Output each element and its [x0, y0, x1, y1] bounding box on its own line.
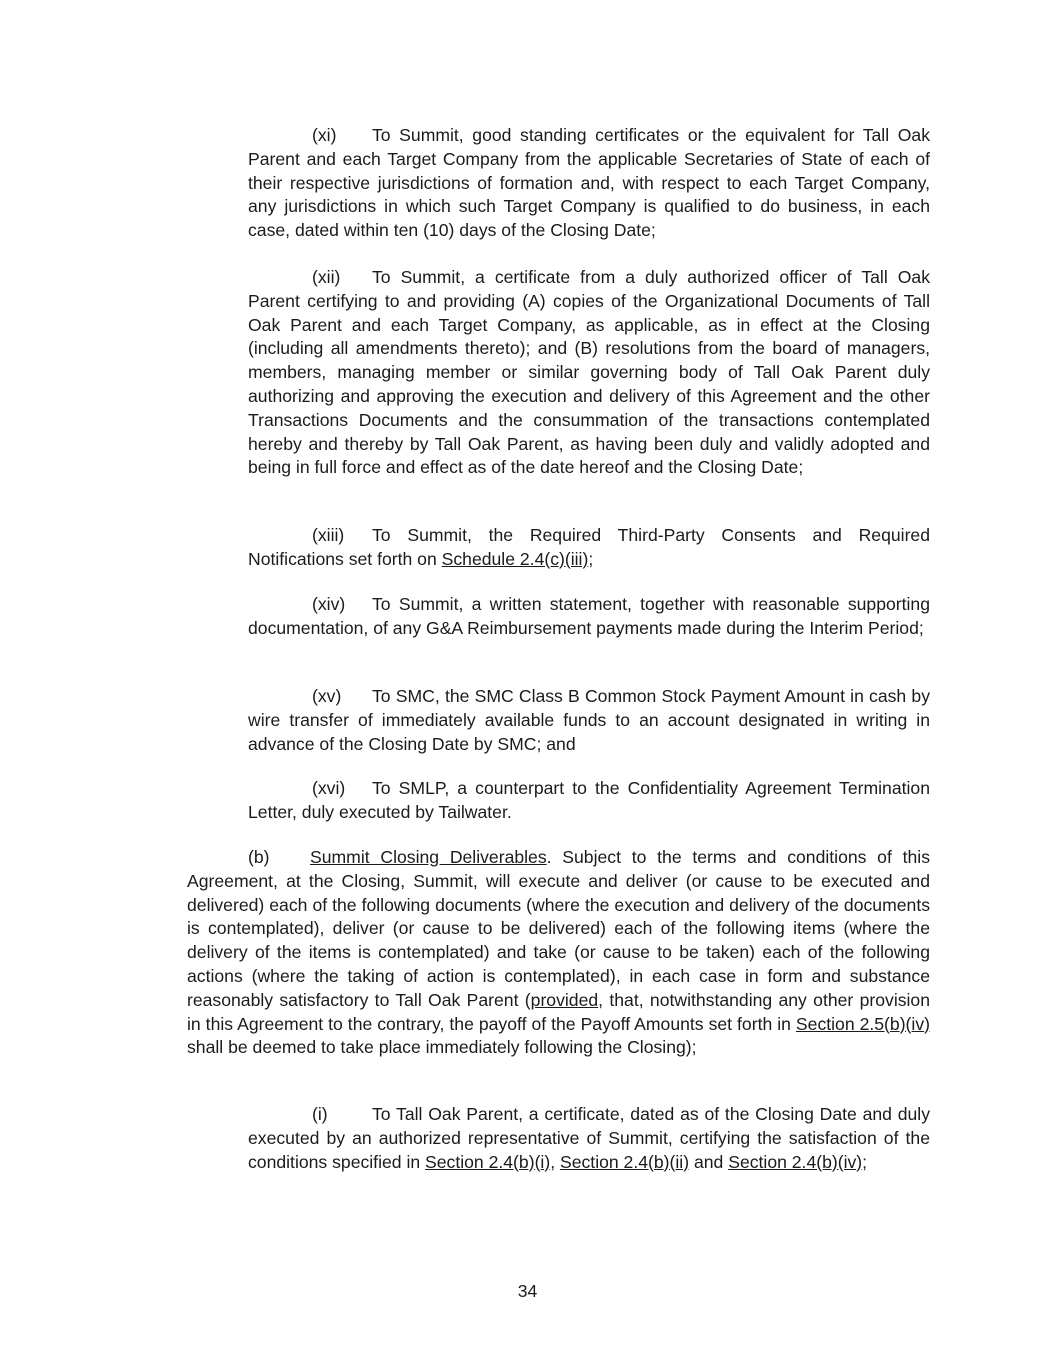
section-reference: Section 2.5(b)(iv) [795, 1013, 930, 1034]
clause-text: , [550, 1151, 560, 1172]
clause-text: To Tall Oak Parent, a certificate, dated as of the Closing Date and duly executed by an authorized representative of Summit, certifying the satisfaction of the conditions specified in [248, 1104, 930, 1172]
clause-text: To Summit, a certificate from a duly authorized officer of Tall Oak Parent certifying to and providing (A) copies of the Organizational Documents of Tall Oak Parent and each Target Company, as applicable, as in effect at the Closing (including all amendments thereto); and (B) resolutions from the board of managers, members, managing member or similar governing body of Tall Oak Parent duly authorizing and approving the execution and delivery of this Agreement and the other Transactions Documents and the consummation of the transactions contemplated hereby and thereby by Tall Oak Parent, as having been duly and validly adopted and being in full force and effect as of the date hereof and the Closing Date; [248, 267, 930, 478]
section-text: shall be deemed to take place immediately following the Closing); [187, 1037, 697, 1058]
clause-xiv [248, 593, 930, 641]
schedule-reference: Schedule 2.4(c)(iii) [441, 548, 589, 569]
clause-number: (xi) [312, 125, 337, 145]
clause-xiii [248, 524, 930, 572]
clause-text: To SMLP, a counterpart to the Confidentiality Agreement Termination Letter, duly executed by Tailwater. [248, 778, 930, 822]
section-reference: Section 2.4(b)(ii) [559, 1151, 690, 1172]
clause-number: (i) [312, 1104, 328, 1124]
defined-term-provided: provided [530, 989, 599, 1010]
clause-number: (xiv) [312, 594, 346, 614]
clause-text: To Summit, good standing certificates or the equivalent for Tall Oak Parent and each Target Company from the applicable Secretaries of State of each of their respective jurisdictions of formation and, with respect to each Target Company, any jurisdictions in which such Target Company is qualified to do business, in each case, dated within ten (10) days of the Closing Date; [248, 125, 930, 241]
clause-xi [248, 124, 930, 243]
section-text: , that, notwithstanding any other provision in this Agreement to the contrary, the payoff of the Payoff Amounts set forth in [187, 989, 930, 1034]
clause-number: (xii) [312, 267, 341, 287]
clause-text: To Summit, a written statement, together with reasonable supporting documentation, of any G&A Reimbursement payments made during the Interim Period; [248, 594, 930, 638]
clause-text: ; [862, 1151, 868, 1172]
clause-number: (xiii) [312, 525, 345, 545]
clause-xvi [248, 777, 930, 825]
clause-text: To Summit, the Required Third-Party Consents and Required Notifications set forth on [248, 525, 930, 569]
section-heading: Summit Closing Deliverables [310, 847, 547, 867]
clause-number: (xvi) [312, 778, 346, 798]
clause-xv [248, 685, 930, 756]
page-number: 34 [517, 1281, 538, 1301]
section-text: . Subject to the terms and conditions of this Agreement, at the Closing, Summit, will execute and deliver (or cause to be executed and delivered) each of the following documents (where the execution and delivery of the documents is contemplated), deliver (or cause to be delivered) each of the following items (where the delivery of the items is contemplated) and take (or cause to be taken) each of the following actions (where the taking of action is contemplated), in each case in form and substance reasonably satisfactory to Tall Oak Parent ( [187, 847, 930, 1010]
clause-number: (xv) [312, 686, 342, 706]
section-reference: Section 2.4(b)(iv) [728, 1151, 863, 1172]
clause-text: To SMC, the SMC Class B Common Stock Payment Amount in cash by wire transfer of immediately available funds to an account designated in writing in advance of the Closing Date by SMC; and [248, 686, 930, 754]
section-b [187, 846, 930, 1060]
section-reference: Section 2.4(b)(i) [425, 1151, 551, 1172]
clause-xii [248, 266, 930, 480]
section-number: (b) [248, 847, 270, 867]
clause-text: ; [588, 548, 594, 569]
clause-b-i [248, 1103, 930, 1174]
clause-text: and [689, 1151, 729, 1172]
